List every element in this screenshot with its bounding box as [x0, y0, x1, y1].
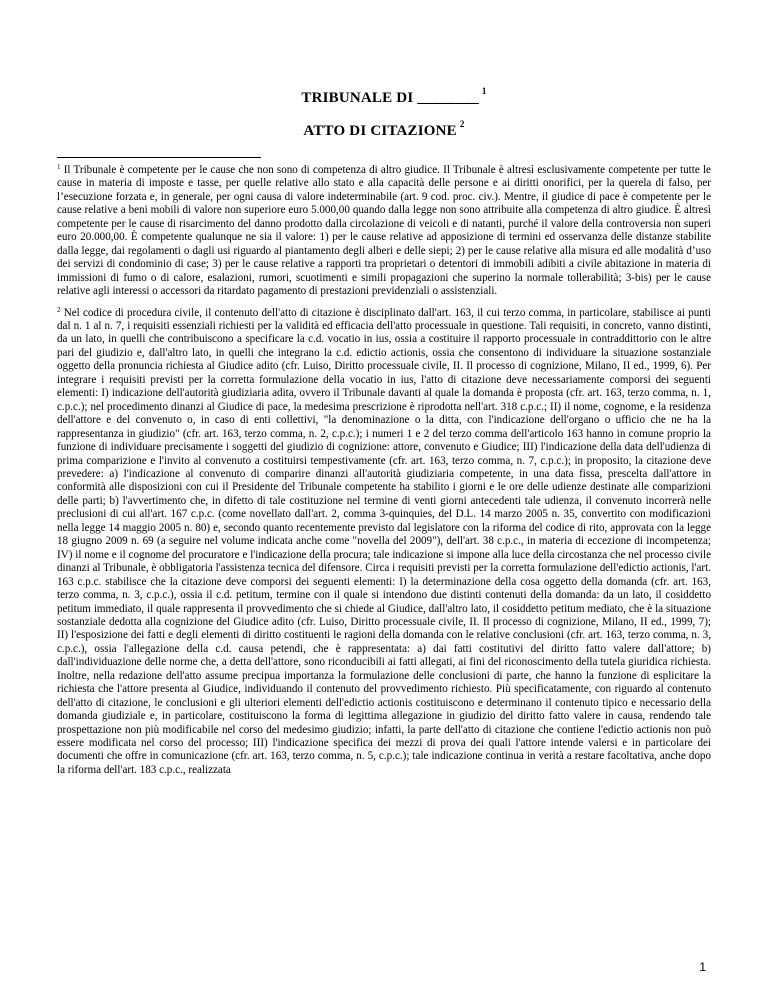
- page-number: 1: [699, 960, 706, 974]
- footnote-number: 1: [57, 163, 61, 171]
- footnote-ref-1: 1: [481, 86, 487, 96]
- footnote-separator: [57, 157, 261, 158]
- footnotes: [57, 164, 711, 785]
- footnote-text: Il Tribunale è competente per le cause che non sono di competenza di altro giudice. Il Tribunale è altresì esclusivamente competente per tutte le cause in materia di imposte e tasse, per quelle relative allo stato e alla capacità delle persone e ai diritti onorifici, per la querela di falso, per l’esecuzione forzata e, in generale, per ogni causa di valore indeterminabile (art. 9 cod. proc. civ.). Mentre, il giudice di pace è competente per le cause relative a beni mobili di valore non superiore euro 5.000,00 quando dalla legge non sono attribuite alla competenza di altro giudice. È altresì competente per le cause di risarcimento del danno prodotto dalla circolazione di veicoli e di natanti, purché il valore della controversia non superi euro 20.000,00. È competente qualunque ne sia il valore: 1) per le cause relative ad apposizione di termini ed osservanza delle distanze stabilite dalla legge, dai regolamenti o dagli usi riguardo al piantamento degli alberi e delle siepi; 2) per le cause relative alla misura ed alle modalità d’uso dei servizi di condominio di case; 3) per le cause relative a rapporti tra proprietari o detentori di immobili adibiti a civile abitazione in materia di immissioni di fumo o di calore, esalazioni, rumori, scuotimenti e simili propagazioni che superino la normale tollerabilità; 3-bis) per le cause relative agli interessi o accessori da ritardato pagamento di prestazioni previdenziali o assistenziali.: [57, 164, 711, 298]
- footnote-number: 2: [57, 305, 61, 314]
- court-title: TRIBUNALE DI ________ $^1$: [301, 86, 487, 106]
- footnote-ref-2: 2: [459, 119, 465, 129]
- act-title: ATTO DI CITAZIONE $^2$: [303, 119, 465, 139]
- footnote-2: [57, 307, 711, 778]
- footnote-1: [57, 164, 711, 299]
- footnote-text: Nel codice di procedura civile, il contenuto dell'atto di citazione è disciplinato dall'art. 163, il cui terzo comma, in particolare, stabilisce ai punti dal n. 1 al n. 7, i requisiti essenziali richiesti per la validità ed efficacia dell'atto processuale in questione. Tali requisiti, in concreto, vanno distinti, da un lato, in quelli che contribuiscono a specificare la c.d. vocatio in ius, ossia a costituire il rapporto processuale in contraddittorio con le altre pari del giudizio e, dall'altro lato, in quelli che integrano la c.d. edictio actionis, ossia che consentono di individuare la situazione sostanziale oggetto della pronuncia richiesta al Giudice adito (cfr. Luiso, Diritto processuale civile, II. Il processo di cognizione, Milano, II ed., 1999, 6). Per integrare i requisiti previsti per la corretta formulazione della vocatio in ius, l'atto di citazione deve necessariamente comporsi dei seguenti elementi: I) indicazione dell'autorità giudiziaria adita, ovvero il Tribunale davanti al quale la domanda è proposta (cfr. art. 163, terzo comma, n. 1, c.p.c.); nel procedimento dinanzi al Giudice di pace, la medesima prescrizione è riprodotta nell'art. 318 c.p.c.; II) il nome, cognome, e la residenza dell'attore e del convenuto o, in caso di enti collettivi, "la denominazione o la ditta, con l'indicazione dell'organo o ufficio che ne ha la rappresentanza in giudizio" (cfr. art. 163, terzo comma, n. 2, c.p.c.); i numeri 1 e 2 del terzo comma dell'articolo 163 hanno in comune proprio la funzione di individuare precisamente i soggetti del giudizio di cognizione: attore, convenuto e Giudice; III) l'indicazione della data dell'udienza di prima comparizione e l'invito al convenuto a costituirsi tempestivamente (cfr. art. 163, terzo comma, n. 7, c.p.c.); in proposito, la citazione deve prevedere: a) l'indicazione al convenuto di comparire dinanzi all'autorità giudiziaria competente, in una data fissa, prescelta dall'attore in conformità alle disposizioni con cui il Presidente del Tribunale competente ha stabilito i giorni e le ore delle udienze destinate alle comparizioni delle parti; b) l'avvertimento che, in difetto di tale costituzione nel termine di venti giorni antecedenti tale udienza, il convenuto incorrerà nelle preclusioni di cui all'art. 167 c.p.c. (come novellato dall'art. 2, comma 3-quinquies, del D.L. 14 marzo 2005 n. 35, convertito con modificazioni nella legge 14 maggio 2005 n. 80) e, secondo quanto recentemente previsto dal legislatore con la riforma del codice di rito, approvata con la legge 18 giugno 2009 n. 69 (a seguire nel volume indicata anche come "novella del 2009"), dell'art. 38 c.p.c., in materia di eccezione di incompetenza; IV) il nome e il cognome del procuratore e l'indicazione della procura; tale indicazione si impone alla luce della circostanza che nel processo civile dinanzi al Tribunale, è obbligatoria l'assistenza tecnica del difensore. Circa i requisiti previsti per la corretta formulazione dell'edictio actionis, l'art. 163 c.p.c. stabilisce che la citazione deve comporsi dei seguenti elementi: I) la determinazione della cosa oggetto della domanda (cfr. art. 163, terzo comma, n. 3, c.p.c.), ossia il c.d. petitum, termine con il quale si intendono due distinti contenuti della domanda: da un lato, il cosiddetto petitum immediato, il quale rappresenta il provvedimento che si chiede al Giudice, dall'altro lato, il cosiddetto petitum mediato, che è la situazione sostanziale dedotta alla cognizione del Giudice adito (cfr. Luiso, Diritto processuale civile, II. Il processo di cognizione, Milano, II ed., 1999, 7); II) l'esposizione dei fatti e degli elementi di diritto costituenti le ragioni della domanda con le relative conclusioni (cfr. art. 163, terzo comma, n. 3, c.p.c.), ossia l'allegazione della c.d. causa petendi, che è rappresentata: a) dai fatti costitutivi del diritto fatto valere dall'attore; b) dall'individuazione delle norme che, a detta dell'attore, sono riconducibili ai fatti allegati, ai fini del riconoscimento della tutela giuridica richiesta. Inoltre, nella redazione dell'atto assume precipua importanza la formulazione delle conclusioni di parte, che hanno la funzione di esplicitare la richiesta che l'attore presenta al Giudice, individuando il contenuto del provvedimento richiesto. Più specificatamente, con riguardo al contenuto dell'atto di citazione, le conclusioni e gli ulteriori elementi dell'edictio actionis costituiscono e determinano il contenuto tipico e necessario della domanda giudiziale e, in particolare, costituiscono la forma di legittima allegazione in giudizio del diritto fatto valere in causa, rendendo tale prospettazione non più modificabile nel corso del medesimo giudizio; infatti, la parte dell'atto di citazione che contiene l'edictio actionis non può essere modificata nel corso del processo; III) l'indicazione specifica dei mezzi di prova dei quali l'attore intende valersi e in particolare dei documenti che offre in comunicazione (cfr. art. 163, terzo comma, n. 5, c.p.c.); tale indicazione continua in verità a restare facoltativa, anche dopo la riforma dell'art. 183 c.p.c., realizzata: [57, 306, 711, 776]
